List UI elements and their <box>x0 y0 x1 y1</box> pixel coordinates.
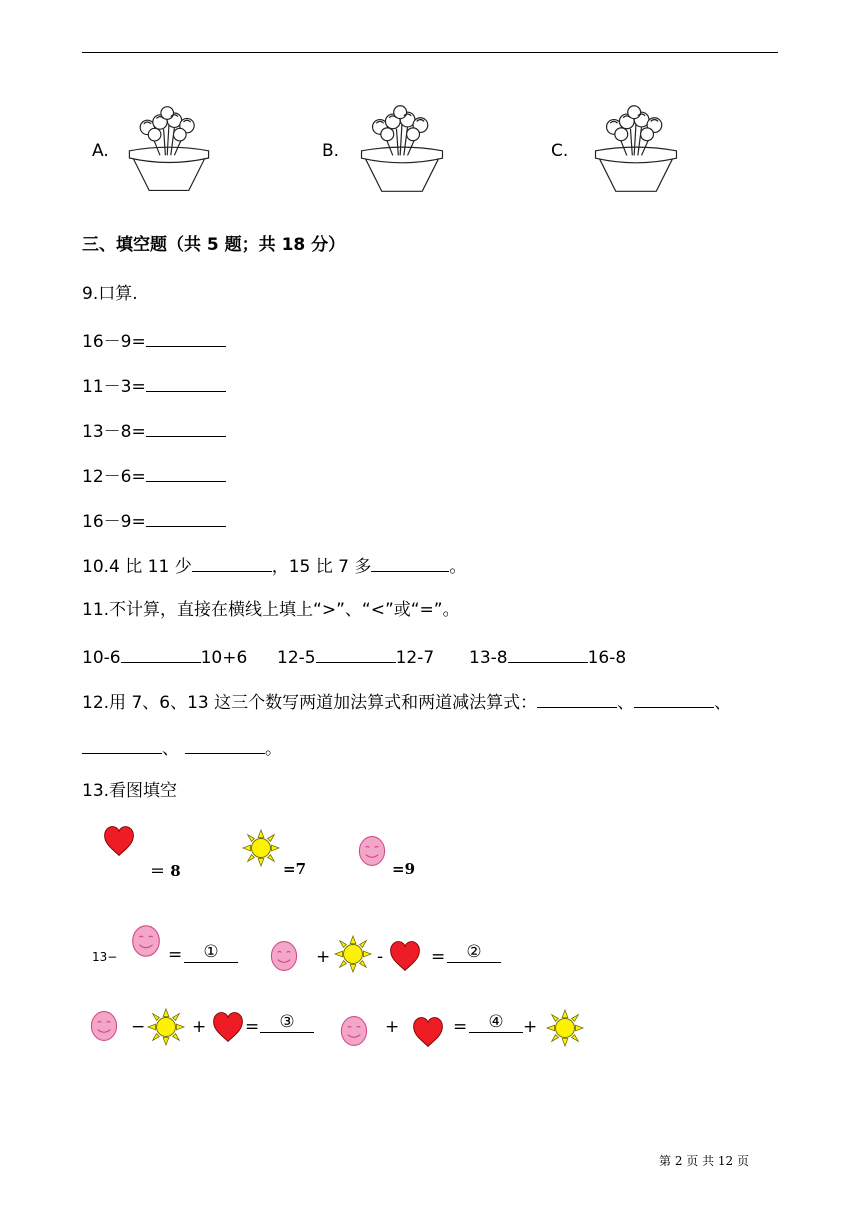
q11-pair-1-left: 10-6 <box>82 648 121 668</box>
q11-pair-2-left: 12-5 <box>277 648 316 668</box>
q9-item-5-text: 16－9= <box>82 512 146 532</box>
row1-plus: + <box>316 947 331 967</box>
row1-heart-icon <box>387 937 423 975</box>
q10-line <box>82 554 466 578</box>
row1-sun-icon <box>334 935 372 973</box>
q9-answer-3-blank[interactable] <box>146 419 226 437</box>
q11-pair-3 <box>469 645 626 669</box>
q11-stem: 11.不计算，直接在横线上填上“>”、“<”或“=”。 <box>82 600 460 620</box>
row2-heart-icon <box>210 1008 246 1046</box>
legend-heart-value: ＝ 8 <box>150 862 181 880</box>
q9-answer-2-blank[interactable] <box>146 374 226 392</box>
row2-heart-icon-2 <box>410 1013 446 1051</box>
q13-stem: 13.看图填空 <box>82 781 178 801</box>
row2-smiley-icon-2 <box>336 1012 372 1050</box>
q12-answer-2-blank[interactable] <box>634 690 714 708</box>
row2-plus-3: + <box>523 1017 538 1037</box>
q12-sep-3: 、 <box>162 739 179 759</box>
legend-smiley-icon <box>354 832 390 870</box>
q11-pair-2 <box>277 645 434 669</box>
row2-sun-icon-2 <box>546 1009 584 1047</box>
row1-prefix: 13− <box>92 950 118 964</box>
option-a-label[interactable]: A. <box>92 141 109 161</box>
option-c-label[interactable]: C. <box>551 141 569 161</box>
row1-minus: - <box>377 947 384 967</box>
q11-pair-2-right: 12-7 <box>395 648 435 668</box>
q11-pair-3-left: 13-8 <box>469 648 508 668</box>
option-b-label[interactable]: B. <box>322 141 340 161</box>
q11-pair-1 <box>82 645 247 669</box>
header-rule <box>82 52 778 53</box>
legend-sun-icon <box>242 829 280 867</box>
q9-stem: 9.口算. <box>82 284 138 304</box>
q12-sep-2: 、 <box>714 693 732 713</box>
row1-equals-2: = <box>431 947 446 967</box>
row2-plus-2: + <box>385 1017 400 1037</box>
row2-smiley-icon <box>86 1007 122 1045</box>
q9-answer-5-blank[interactable] <box>146 509 226 527</box>
q9-item-1-text: 16－9= <box>82 332 146 352</box>
flowerpot-c-image[interactable] <box>590 100 682 198</box>
q9-item-4-text: 12－6= <box>82 467 146 487</box>
section-heading: 三、填空题（共 5 题；共 18 分） <box>82 235 346 255</box>
q9-item-3-text: 13－8= <box>82 422 146 442</box>
row1-smiley-icon-2 <box>266 937 302 975</box>
flowerpot-a-image[interactable] <box>124 100 214 198</box>
q10-part2: ，15 比 7 多 <box>271 557 372 577</box>
q10-answer-1-blank[interactable] <box>192 554 272 572</box>
q10-part1: 10.4 比 11 少 <box>82 557 192 577</box>
row1-equals: = <box>168 945 183 965</box>
q11-answer-3-blank[interactable] <box>508 645 588 663</box>
q9-item-4 <box>82 464 226 488</box>
row2-equals: = <box>245 1017 260 1037</box>
q11-pair-3-right: 16-8 <box>587 648 627 668</box>
q12-line-2 <box>82 736 282 760</box>
q12-end: 。 <box>265 739 282 759</box>
row2-plus: + <box>192 1017 207 1037</box>
row1-smiley-icon <box>127 922 165 960</box>
q10-part3: 。 <box>449 557 467 577</box>
q9-item-1 <box>82 329 226 353</box>
flowerpot-b-image[interactable] <box>356 100 448 198</box>
legend-heart-icon <box>101 822 137 860</box>
row2-sun-icon <box>147 1008 185 1046</box>
q9-item-5 <box>82 509 226 533</box>
row1-answer-2-blank[interactable]: ② <box>447 942 501 963</box>
q11-pair-1-right: 10+6 <box>200 648 248 668</box>
q12-answer-1-blank[interactable] <box>537 690 617 708</box>
q10-answer-2-blank[interactable] <box>371 554 449 572</box>
q12-answer-3-blank[interactable] <box>82 736 162 754</box>
q9-item-2 <box>82 374 226 398</box>
q12-sep-1: 、 <box>617 693 635 713</box>
q11-answer-2-blank[interactable] <box>316 645 396 663</box>
q12-stem: 12.用 7、6、13 这三个数写两道加法算式和两道减法算式： <box>82 693 538 713</box>
row2-answer-3-blank[interactable]: ③ <box>260 1012 314 1033</box>
legend-smiley-value: =9 <box>392 860 416 878</box>
q9-answer-4-blank[interactable] <box>146 464 226 482</box>
row2-equals-2: = <box>453 1017 468 1037</box>
q9-item-3 <box>82 419 226 443</box>
q9-answer-1-blank[interactable] <box>146 329 226 347</box>
q11-answer-1-blank[interactable] <box>121 645 201 663</box>
q12-answer-4-blank[interactable] <box>185 736 265 754</box>
row2-minus: − <box>131 1017 146 1037</box>
row2-answer-4-blank[interactable]: ④ <box>469 1012 523 1033</box>
row1-answer-1-blank[interactable]: ① <box>184 942 238 963</box>
page-footer: 第 2 页 共 12 页 <box>659 1154 749 1168</box>
q12-line-1 <box>82 690 731 714</box>
q9-item-2-text: 11－3= <box>82 377 146 397</box>
legend-sun-value: =7 <box>283 860 307 878</box>
